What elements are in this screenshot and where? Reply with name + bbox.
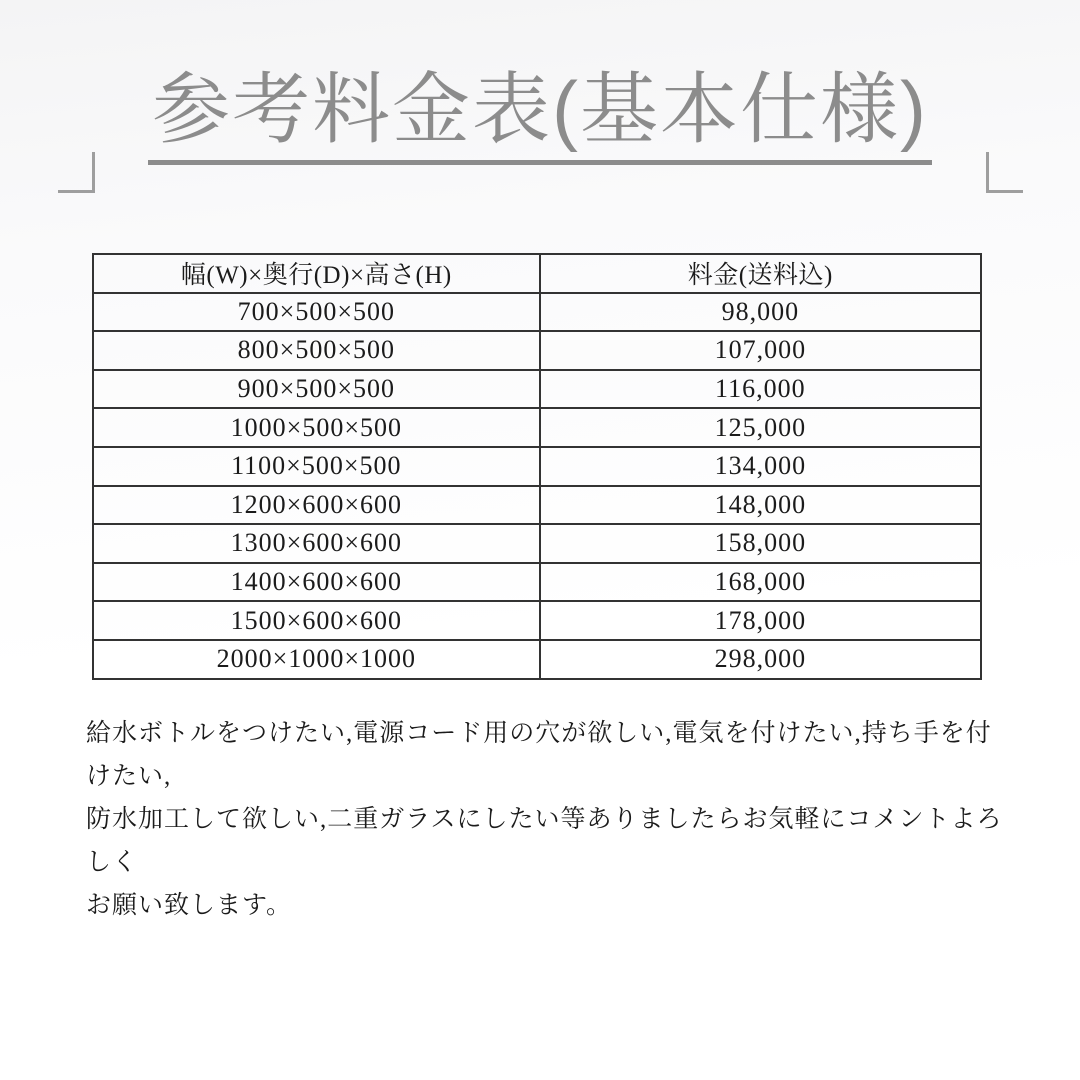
note-line: お願い致します。 [86,892,293,919]
size-cell: 1500×600×600 [93,601,540,640]
size-cell: 1400×600×600 [93,563,540,602]
price-cell: 168,000 [540,563,981,602]
note-line: 防水加工して欲しい,二重ガラスにしたい等ありましたらお気軽にコメントよろしく [86,806,1003,876]
price-cell: 125,000 [540,408,981,447]
table-row [93,370,981,409]
price-cell: 158,000 [540,524,981,563]
page-title-row [0,65,1080,165]
corner-bracket-right [986,152,1023,193]
size-cell: 1100×500×500 [93,447,540,486]
size-cell: 800×500×500 [93,331,540,370]
size-cell: 1200×600×600 [93,486,540,525]
price-cell: 134,000 [540,447,981,486]
price-cell: 107,000 [540,331,981,370]
table-row [93,447,981,486]
table-row [93,408,981,447]
price-table [92,253,982,680]
table-row [93,331,981,370]
price-cell: 116,000 [540,370,981,409]
price-cell: 298,000 [540,640,981,679]
table-row [93,486,981,525]
size-cell: 1000×500×500 [93,408,540,447]
size-cell: 900×500×500 [93,370,540,409]
page-title: 参考料金表(基本仕様) [148,70,932,165]
note-line: 給水ボトルをつけたい,電源コード用の穴が欲しい,電気を付けたい,持ち手を付けたい, [86,720,992,790]
price-cell: 148,000 [540,486,981,525]
price-cell: 178,000 [540,601,981,640]
size-cell: 2000×1000×1000 [93,640,540,679]
table-header-row [93,254,981,293]
table-row [93,601,981,640]
table-row [93,524,981,563]
note-text [86,712,1006,927]
table-row [93,640,981,679]
column-header-size: 幅(W)×奥行(D)×高さ(H) [93,254,540,293]
price-cell: 98,000 [540,293,981,332]
table-row [93,293,981,332]
table-row [93,563,981,602]
column-header-price: 料金(送料込) [540,254,981,293]
corner-bracket-left [58,152,95,193]
size-cell: 1300×600×600 [93,524,540,563]
size-cell: 700×500×500 [93,293,540,332]
